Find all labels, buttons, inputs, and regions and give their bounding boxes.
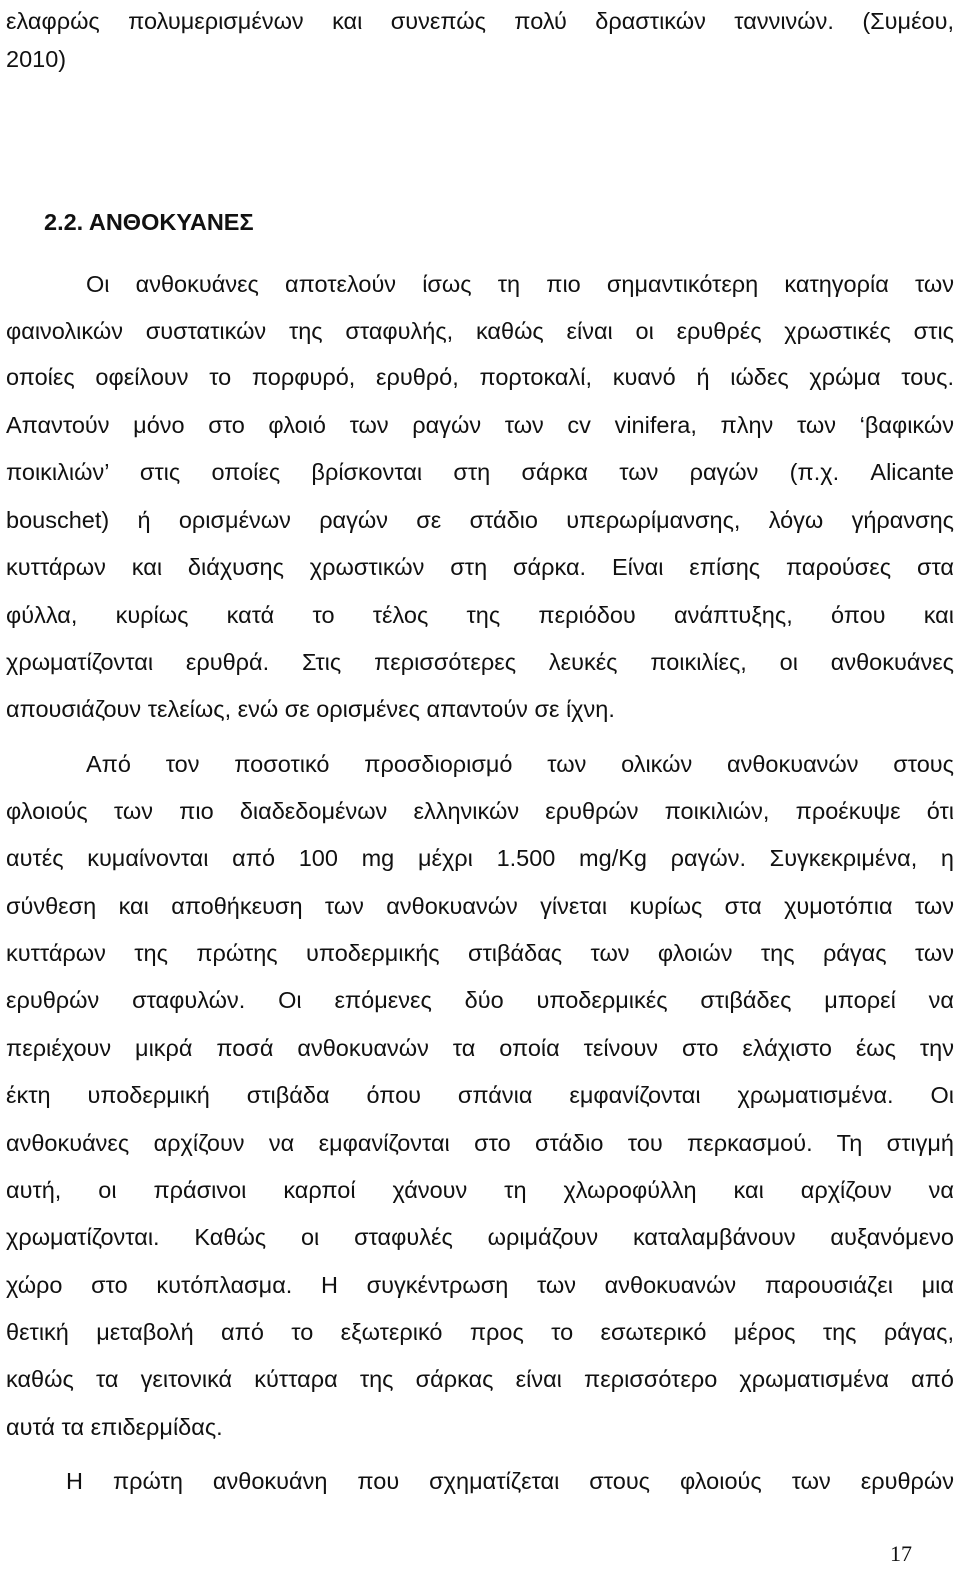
paragraph-line: αυτά τα επιδερμίδας. <box>6 1414 223 1440</box>
paragraph-line: αυτές κυμαίνονται από 100 mg μέχρι 1.500 mg/Kg ραγών. Συγκεκριμένα, η <box>6 845 954 871</box>
paragraph-line: φλοιούς των πιο διαδεδομένων ελληνικών ερυθρών ποικιλιών, προέκυψε ότι <box>6 798 954 824</box>
section-heading: 2.2. ΑΝΘΟΚΥΑΝΕΣ <box>44 209 254 235</box>
paragraph-line: περιέχουν μικρά ποσά ανθοκυανών τα οποία τείνουν στο ελάχιστο έως την <box>6 1035 954 1061</box>
paragraph-line: χρωματίζονται. Καθώς οι σταφυλές ωριμάζουν καταλαμβάνουν αυξανόμενο <box>6 1224 954 1250</box>
paragraph-line: ποικιλιών’ στις οποίες βρίσκονται στη σάρκα των ραγών (π.χ. Alicante <box>6 459 954 485</box>
paragraph-line: Απαντούν μόνο στο φλοιό των ραγών των cv vinifera, πλην των ‘βαφικών <box>6 412 954 438</box>
paragraph-line: σύνθεση και αποθήκευση των ανθοκυανών γίνεται κυρίως στα χυμοτόπια των <box>6 893 954 919</box>
paragraph-line: φύλλα, κυρίως κατά το τέλος της περιόδου ανάπτυξης, όπου και <box>6 602 954 628</box>
paragraph-line: χώρο στο κυτόπλασμα. Η συγκέντρωση των ανθοκυανών παρουσιάζει μια <box>6 1272 954 1298</box>
paragraph-line: έκτη υποδερμική στιβάδα όπου σπάνια εμφανίζονται χρωματισμένα. Οι <box>6 1082 954 1108</box>
intro-line: 2010) <box>6 46 67 72</box>
paragraph-line: φαινολικών συστατικών της σταφυλής, καθώς είναι οι ερυθρές χρωστικές στις <box>6 318 954 344</box>
paragraph-line: κυττάρων και διάχυσης χρωστικών στη σάρκα. Είναι επίσης παρούσες στα <box>6 554 954 580</box>
paragraph-line: bouschet) ή ορισμένων ραγών σε στάδιο υπερωρίμανσης, λόγω γήρανσης <box>6 507 954 533</box>
intro-line: ελαφρώς πολυμερισμένων και συνεπώς πολύ δραστικών ταννινών. (Συμέου, <box>6 8 954 34</box>
page-number: 17 <box>890 1541 912 1566</box>
paragraph-line: Η πρώτη ανθοκυάνη που σχηματίζεται στους φλοιούς των ερυθρών <box>66 1468 954 1494</box>
paragraph-line: καθώς τα γειτονικά κύτταρα της σάρκας είναι περισσότερο χρωματισμένα από <box>6 1366 954 1392</box>
paragraph-line: Από τον ποσοτικό προσδιορισμό των ολικών ανθοκυανών στους <box>86 751 954 777</box>
paragraph-line: ερυθρών σταφυλών. Οι επόμενες δύο υποδερμικές στιβάδες μπορεί να <box>6 987 954 1013</box>
paragraph-line: οποίες οφείλουν το πορφυρό, ερυθρό, πορτοκαλί, κυανό ή ιώδες χρώμα τους. <box>6 364 954 390</box>
paragraph-line: Οι ανθοκυάνες αποτελούν ίσως τη πιο σημαντικότερη κατηγορία των <box>86 271 954 297</box>
paragraph-line: κυττάρων της πρώτης υποδερμικής στιβάδας των φλοιών της ράγας των <box>6 940 954 966</box>
paragraph-line: χρωματίζονται ερυθρά. Στις περισσότερες λευκές ποικιλίες, οι ανθοκυάνες <box>6 649 954 675</box>
paragraph-line: απουσιάζουν τελείως, ενώ σε ορισμένες απαντούν σε ίχνη. <box>6 696 615 722</box>
paragraph-line: ανθοκυάνες αρχίζουν να εμφανίζονται στο στάδιο του περκασμού. Τη στιγμή <box>6 1130 954 1156</box>
paragraph-line: αυτή, οι πράσινοι καρποί χάνουν τη χλωροφύλλη και αρχίζουν να <box>6 1177 954 1203</box>
paragraph-line: θετική μεταβολή από το εξωτερικό προς το εσωτερικό μέρος της ράγας, <box>6 1319 954 1345</box>
